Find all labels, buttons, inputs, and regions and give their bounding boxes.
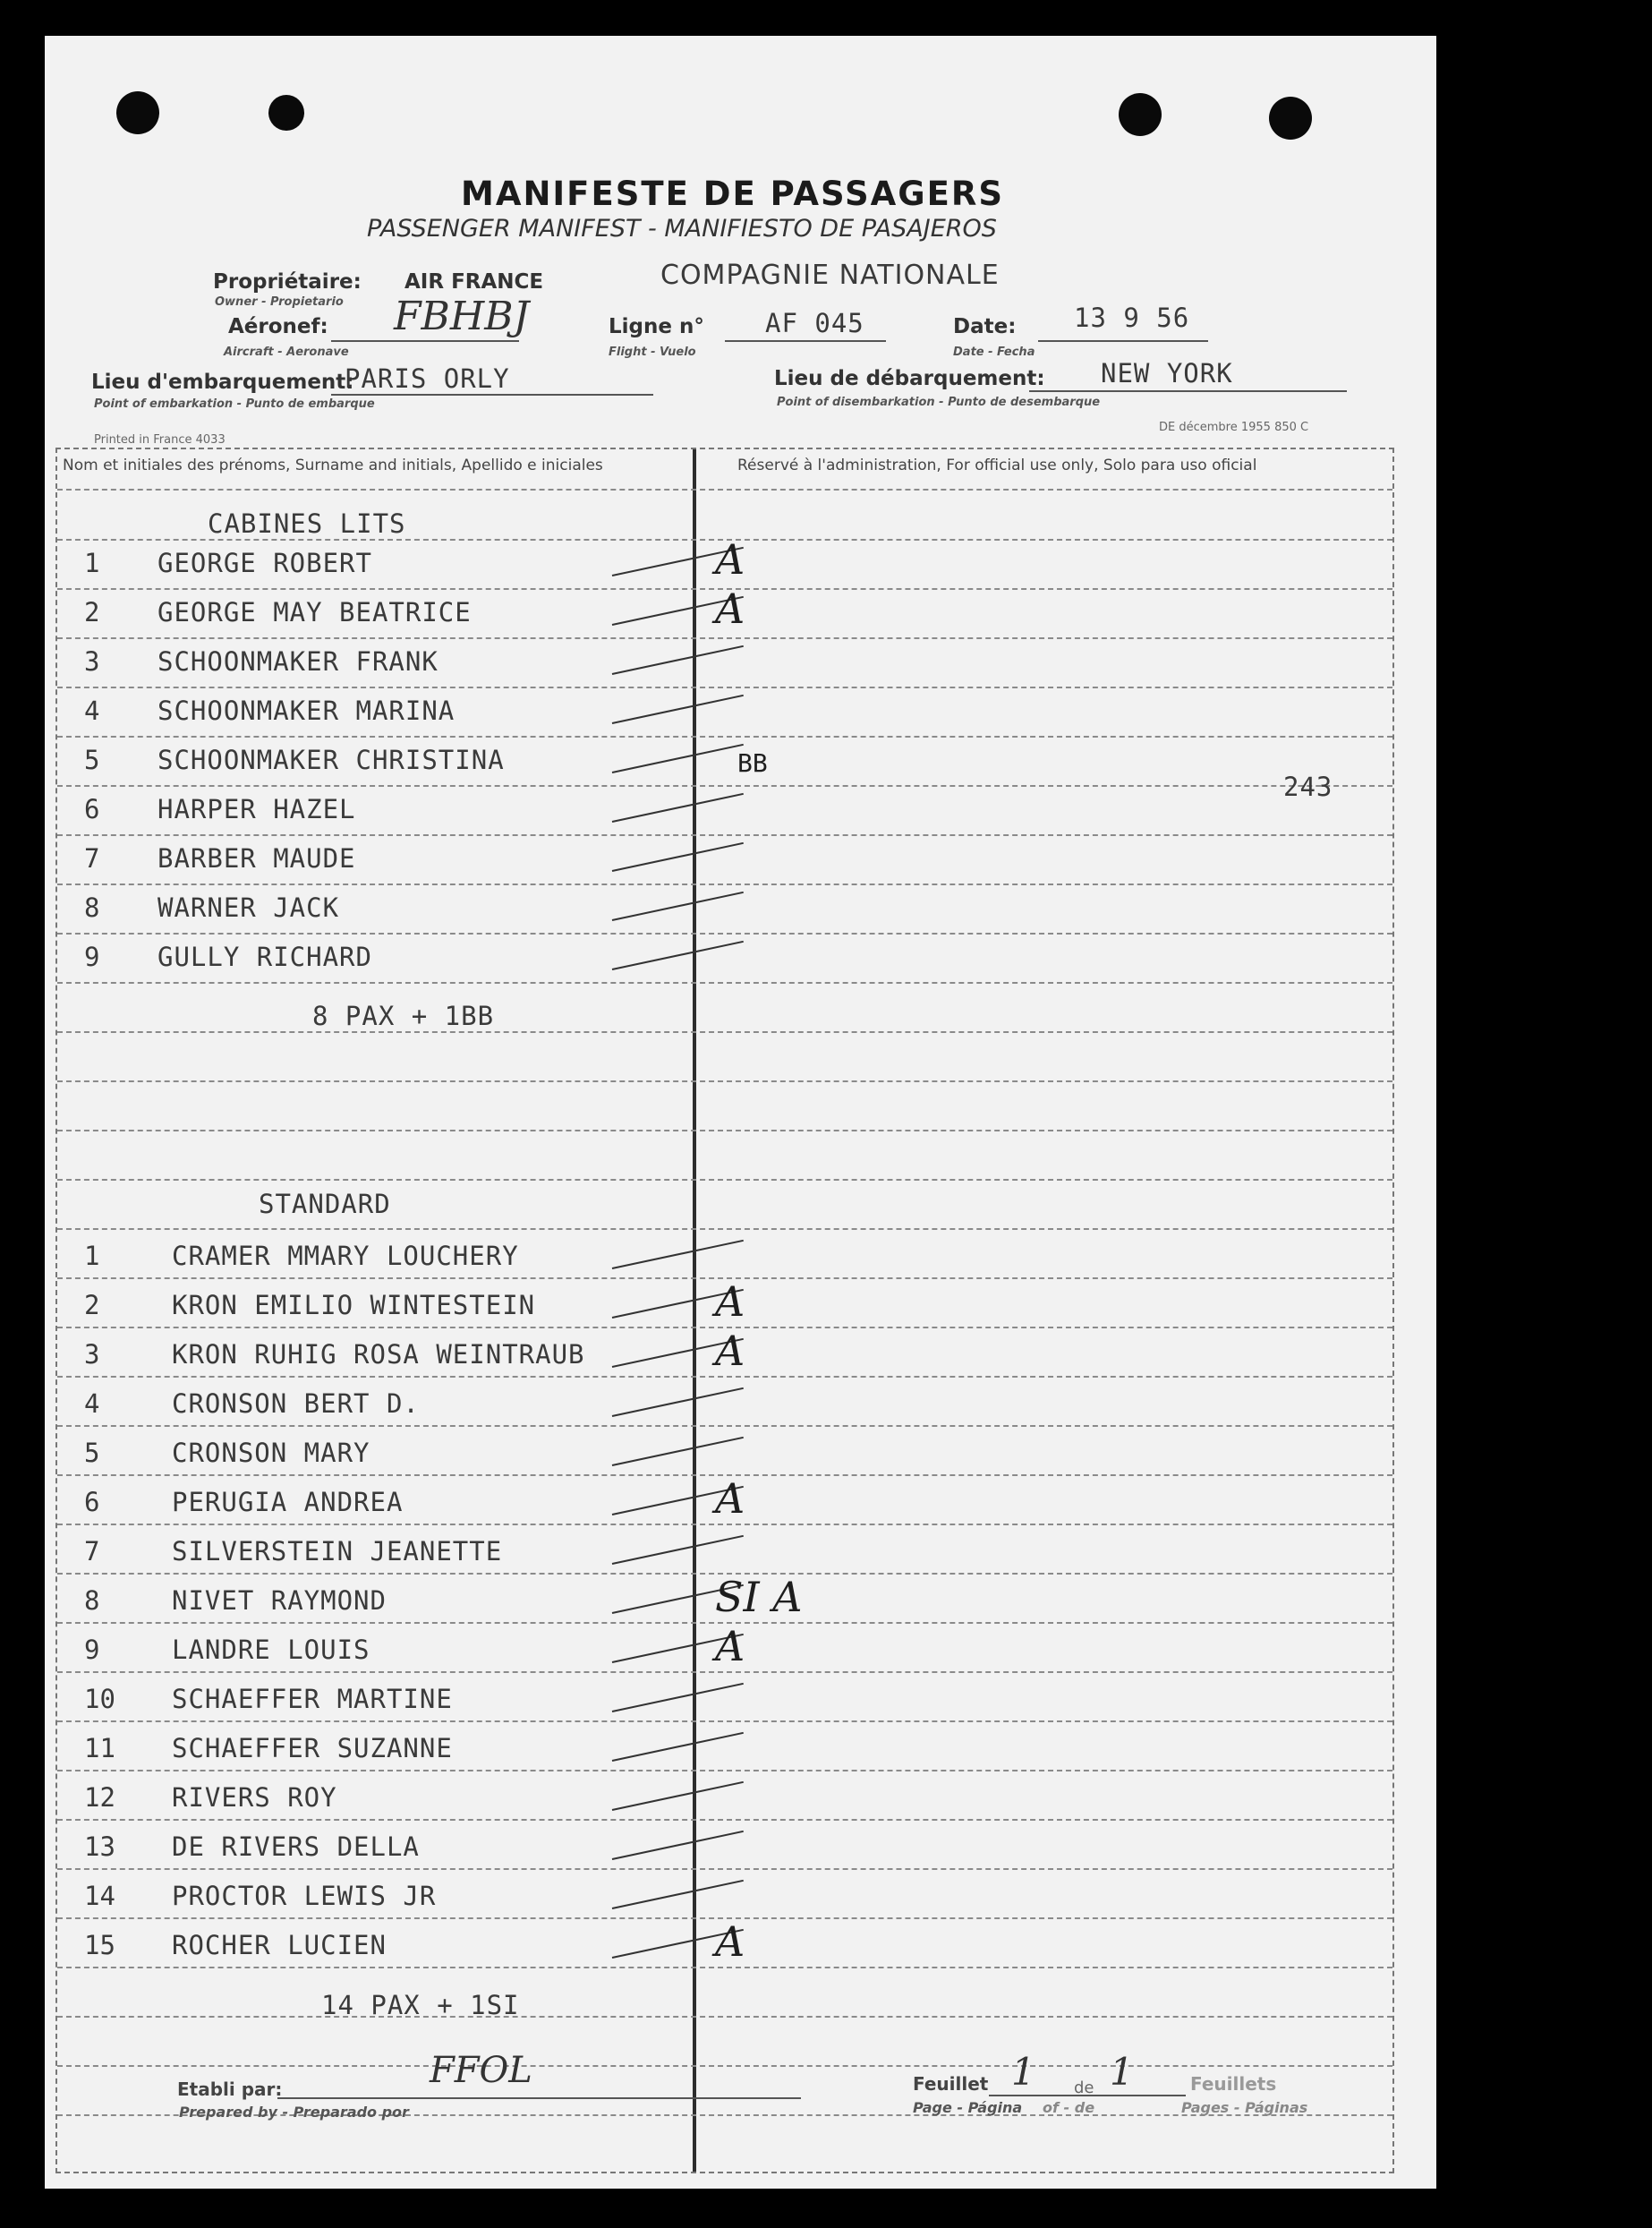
prepared-underline xyxy=(277,2097,801,2099)
passenger-name: LANDRE LOUIS xyxy=(172,1635,370,1665)
row-rule xyxy=(57,1179,1392,1181)
check-slash xyxy=(612,1240,744,1269)
passenger-number: 2 xyxy=(84,1290,100,1320)
passenger-name: SCHOONMAKER CHRISTINA xyxy=(158,745,505,775)
passenger-name: CRAMER MMARY LOUCHERY xyxy=(172,1241,519,1271)
check-slash xyxy=(612,1683,744,1712)
prepared-signature: FFOL xyxy=(430,2050,532,2091)
row-rule xyxy=(57,1080,1392,1082)
check-slash xyxy=(612,1831,744,1860)
date-value: 13 9 56 xyxy=(1074,303,1190,333)
sheets-sub: Pages - Páginas xyxy=(1181,2099,1308,2116)
admin-mark: A xyxy=(715,1622,745,1670)
passenger-name: SILVERSTEIN JEANETTE xyxy=(172,1536,503,1566)
passenger-number: 6 xyxy=(84,794,100,824)
row-rule xyxy=(57,1720,1392,1722)
passenger-name: ROCHER LUCIEN xyxy=(172,1930,387,1960)
sheet-value: 1 xyxy=(1011,2050,1035,2094)
disembark-sub: Point of disembarkation - Punto de desembarque xyxy=(777,396,1101,409)
check-slash xyxy=(612,793,744,823)
of-sub: of - de xyxy=(1043,2099,1095,2116)
row-rule xyxy=(57,489,1392,491)
passenger-number: 5 xyxy=(84,745,100,775)
embark-value: PARIS ORLY xyxy=(345,363,510,394)
passenger-name: SCHAEFFER MARTINE xyxy=(172,1684,453,1714)
company-name: COMPAGNIE NATIONALE xyxy=(660,260,1000,291)
passenger-number: 13 xyxy=(84,1831,115,1862)
check-slash xyxy=(612,842,744,872)
of-label: de xyxy=(1074,2079,1094,2097)
page-subtitle: PASSENGER MANIFEST - MANIFIESTO DE PASAJEROS xyxy=(367,215,997,243)
row-rule xyxy=(57,687,1392,688)
manifest-sheet xyxy=(45,36,1436,2189)
row-rule xyxy=(57,1967,1392,1968)
passenger-name: SCHAEFFER SUZANNE xyxy=(172,1733,453,1763)
punch-hole xyxy=(268,95,304,131)
admin-mark: A xyxy=(715,1277,745,1326)
page-title: MANIFESTE DE PASSAGERS xyxy=(461,175,1005,213)
passenger-number: 10 xyxy=(84,1684,115,1714)
date-sub: Date - Fecha xyxy=(953,346,1035,359)
section2-total: 14 PAX + 1SI xyxy=(321,1990,520,2020)
passenger-name: KRON EMILIO WINTESTEIN xyxy=(172,1290,536,1320)
row-rule xyxy=(57,1376,1392,1378)
passenger-name: GEORGE ROBERT xyxy=(158,548,372,578)
flight-underline xyxy=(725,340,886,342)
check-slash xyxy=(612,744,744,773)
punch-hole xyxy=(1269,97,1312,140)
passenger-name: GEORGE MAY BEATRICE xyxy=(158,597,472,627)
passenger-number: 1 xyxy=(84,548,100,578)
passenger-number: 2 xyxy=(84,597,100,627)
row-rule xyxy=(57,1868,1392,1870)
row-rule xyxy=(57,834,1392,836)
passenger-number: 8 xyxy=(84,892,100,923)
row-rule xyxy=(57,785,1392,787)
passenger-name: DE RIVERS DELLA xyxy=(172,1831,420,1862)
aircraft-sub: Aircraft - Aeronave xyxy=(224,346,349,359)
passenger-number: 11 xyxy=(84,1733,115,1763)
prepared-label: Etabli par: xyxy=(177,2079,283,2100)
passenger-name: CRONSON MARY xyxy=(172,1438,370,1468)
passenger-name: WARNER JACK xyxy=(158,892,340,923)
passenger-name: SCHOONMAKER MARINA xyxy=(158,696,456,726)
row-rule xyxy=(57,1031,1392,1033)
passenger-number: 7 xyxy=(84,1536,100,1566)
passenger-table xyxy=(55,448,1394,2173)
row-rule xyxy=(57,1524,1392,1525)
section-title-standard: STANDARD xyxy=(259,1189,391,1219)
admin-mark: SI A xyxy=(715,1573,803,1621)
passenger-name: KRON RUHIG ROSA WEINTRAUB xyxy=(172,1339,585,1370)
form-code: DE décembre 1955 850 C xyxy=(1159,421,1309,434)
row-rule xyxy=(57,637,1392,639)
embark-label: Lieu d'embarquement: xyxy=(91,371,354,394)
passenger-number: 6 xyxy=(84,1487,100,1517)
passenger-name: GULLY RICHARD xyxy=(158,942,372,972)
admin-mark: BB xyxy=(737,748,768,778)
flight-sub: Flight - Vuelo xyxy=(609,346,696,359)
owner-sub: Owner - Propietario xyxy=(215,295,344,309)
check-slash xyxy=(612,1387,744,1417)
passenger-number: 1 xyxy=(84,1241,100,1271)
row-rule xyxy=(57,1228,1392,1230)
punch-hole xyxy=(116,91,159,134)
passenger-number: 4 xyxy=(84,1388,100,1419)
passenger-name: PROCTOR LEWIS JR xyxy=(172,1881,437,1911)
printed-note: Printed in France 4033 xyxy=(94,433,226,447)
passenger-number: 12 xyxy=(84,1782,115,1813)
passenger-name: RIVERS ROY xyxy=(172,1782,337,1813)
embark-underline xyxy=(331,394,653,396)
passenger-number: 15 xyxy=(84,1930,115,1960)
check-slash xyxy=(612,1437,744,1466)
date-label: Date: xyxy=(953,315,1017,338)
passenger-number: 3 xyxy=(84,1339,100,1370)
section-title-cabines: CABINES LITS xyxy=(208,508,406,539)
punch-hole xyxy=(1119,93,1162,136)
of-value: 1 xyxy=(1110,2050,1134,2094)
admin-mark: A xyxy=(715,585,745,633)
passenger-name: PERUGIA ANDREA xyxy=(172,1487,404,1517)
admin-mark: A xyxy=(715,535,745,584)
passenger-name: HARPER HAZEL xyxy=(158,794,356,824)
disembark-value: NEW YORK xyxy=(1101,358,1233,388)
sheet-underline xyxy=(989,2095,1186,2096)
row-rule xyxy=(57,1671,1392,1673)
date-underline xyxy=(1038,340,1208,342)
column-divider xyxy=(693,449,696,2172)
side-number: 243 xyxy=(1283,772,1333,802)
check-slash xyxy=(612,1535,744,1565)
passenger-number: 7 xyxy=(84,843,100,874)
disembark-underline xyxy=(1029,390,1347,392)
row-rule xyxy=(57,933,1392,935)
row-rule xyxy=(57,1130,1392,1131)
sheet-sub: Page - Página xyxy=(913,2099,1023,2116)
flight-label: Ligne n° xyxy=(609,315,704,338)
admin-mark: A xyxy=(715,1327,745,1375)
check-slash xyxy=(612,1781,744,1811)
sheet-label: Feuillet xyxy=(913,2073,989,2095)
col1-header: Nom et initiales des prénoms, Surname and initials, Apellido e iniciales xyxy=(63,457,603,474)
passenger-name: NIVET RAYMOND xyxy=(172,1585,387,1616)
passenger-number: 9 xyxy=(84,942,100,972)
passenger-number: 8 xyxy=(84,1585,100,1616)
admin-mark: A xyxy=(715,1474,745,1523)
passenger-name: BARBER MAUDE xyxy=(158,843,356,874)
row-rule xyxy=(57,2065,1392,2067)
aircraft-value: FBHBJ xyxy=(394,294,530,339)
aircraft-label: Aéronef: xyxy=(228,315,328,338)
passenger-name: CRONSON BERT D. xyxy=(172,1388,420,1419)
passenger-number: 14 xyxy=(84,1881,115,1911)
row-rule xyxy=(57,2016,1392,2018)
col2-header: Réservé à l'administration, For official use only, Solo para uso oficial xyxy=(737,457,1257,474)
passenger-number: 3 xyxy=(84,646,100,677)
row-rule xyxy=(57,736,1392,738)
passenger-name: SCHOONMAKER FRANK xyxy=(158,646,439,677)
check-slash xyxy=(612,1732,744,1762)
flight-value: AF 045 xyxy=(765,308,864,338)
row-rule xyxy=(57,884,1392,885)
section1-total: 8 PAX + 1BB xyxy=(312,1001,495,1031)
check-slash xyxy=(612,941,744,970)
embark-sub: Point of embarkation - Punto de embarque xyxy=(94,397,375,411)
check-slash xyxy=(612,1880,744,1909)
owner-value: AIR FRANCE xyxy=(404,270,544,294)
sheets-label: Feuillets xyxy=(1190,2073,1277,2095)
row-rule xyxy=(57,1770,1392,1771)
row-rule xyxy=(57,982,1392,984)
admin-mark: A xyxy=(715,1917,745,1966)
owner-label: Propriétaire: xyxy=(213,270,362,294)
passenger-number: 5 xyxy=(84,1438,100,1468)
check-slash xyxy=(612,695,744,724)
passenger-number: 4 xyxy=(84,696,100,726)
check-slash xyxy=(612,645,744,675)
row-rule xyxy=(57,1819,1392,1821)
aircraft-underline xyxy=(331,340,519,342)
prepared-sub: Prepared by - Preparado por xyxy=(179,2104,409,2121)
disembark-label: Lieu de débarquement: xyxy=(774,367,1045,390)
check-slash xyxy=(612,892,744,921)
row-rule xyxy=(57,1425,1392,1427)
passenger-number: 9 xyxy=(84,1635,100,1665)
